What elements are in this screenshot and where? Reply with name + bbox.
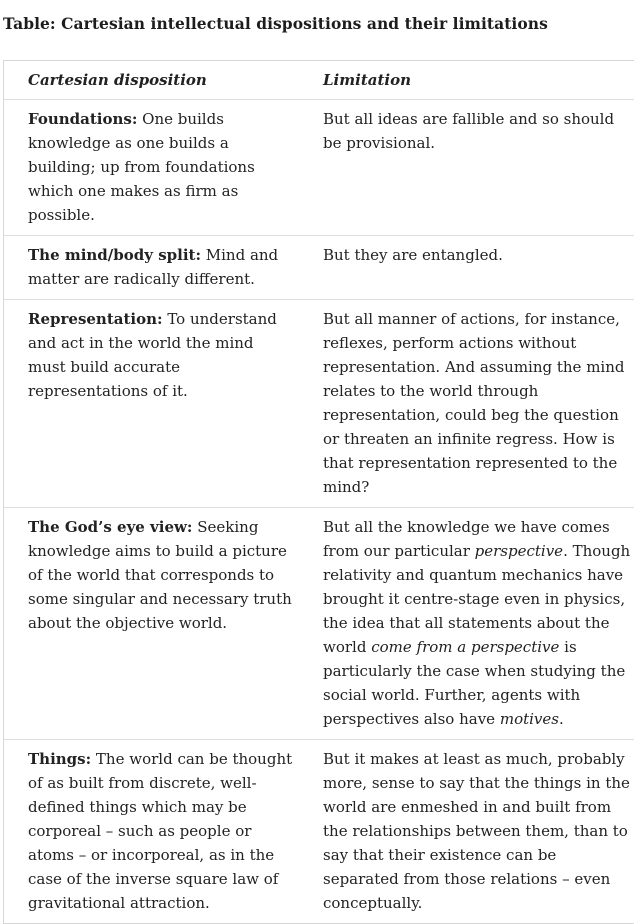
disposition-cell bbox=[4, 740, 299, 923]
table-row bbox=[4, 739, 634, 923]
disposition-description: To understand and act in the world the mind must build accurate representations of it. bbox=[28, 310, 277, 400]
disposition-description: One builds knowledge as one builds a building; up from foundations which one makes as firm as possible. bbox=[28, 110, 255, 224]
disposition-term: Representation: bbox=[28, 310, 163, 328]
limitation-cell: But all manner of actions, for instance, reflexes, perform actions without representation. And assuming the mind relates to the world through representation, could beg the question or threaten an infinite regress. How is that representation represented to the mind? bbox=[323, 310, 625, 496]
column-header-disposition: Cartesian disposition bbox=[28, 71, 207, 89]
disposition-term: The God’s eye view: bbox=[28, 518, 193, 536]
disposition-term: Foundations: bbox=[28, 110, 138, 128]
limitation-cell: But all ideas are fallible and so should be provisional. bbox=[323, 110, 615, 152]
table-row bbox=[4, 299, 634, 507]
table-row bbox=[4, 99, 634, 235]
limitation-cell: But they are entangled. bbox=[323, 246, 503, 264]
page-title: Table: Cartesian intellectual dispositions and their limitations bbox=[3, 14, 548, 33]
disposition-cell bbox=[4, 508, 299, 739]
disposition-cell bbox=[4, 236, 299, 299]
limitation-cell bbox=[299, 508, 634, 739]
limitation-text: But all the knowledge we have comes from our particular bbox=[323, 518, 610, 560]
limitation-cell: But it makes at least as much, probably more, sense to say that the things in the world are enmeshed in and built from the relationships between them, than to say that their existence can be separated from those relations – even conceptually. bbox=[323, 750, 630, 912]
dispositions-table bbox=[3, 60, 634, 924]
table-row bbox=[4, 507, 634, 739]
limitation-emphasis: perspective bbox=[474, 542, 564, 560]
disposition-cell bbox=[4, 100, 299, 235]
limitation-text: . Though relativity and quantum mechanics have brought it centre-stage even in physics, the idea that all statements about the world bbox=[323, 542, 631, 656]
disposition-description: The world can be thought of as built from discrete, well-defined things which may be corporeal – such as people or atoms – or incorporeal, as in the case of the inverse square law of gravitational attraction. bbox=[28, 750, 293, 912]
limitation-emphasis: come from a perspective bbox=[371, 638, 560, 656]
column-header-limitation: Limitation bbox=[323, 71, 412, 89]
table-header-row bbox=[4, 61, 634, 99]
table-row bbox=[4, 235, 634, 299]
disposition-term: The mind/body split: bbox=[28, 246, 201, 264]
disposition-description: Mind and matter are radically different. bbox=[28, 246, 279, 288]
limitation-text: . bbox=[558, 710, 564, 728]
disposition-description: Seeking knowledge aims to build a picture of the world that corresponds to some singular and necessary truth about the objective world. bbox=[28, 518, 292, 632]
limitation-text: is particularly the case when studying the social world. Further, agents with perspectives also have bbox=[323, 638, 626, 728]
limitation-emphasis: motives bbox=[499, 710, 559, 728]
disposition-term: Things: bbox=[28, 750, 92, 768]
disposition-cell bbox=[4, 300, 299, 507]
